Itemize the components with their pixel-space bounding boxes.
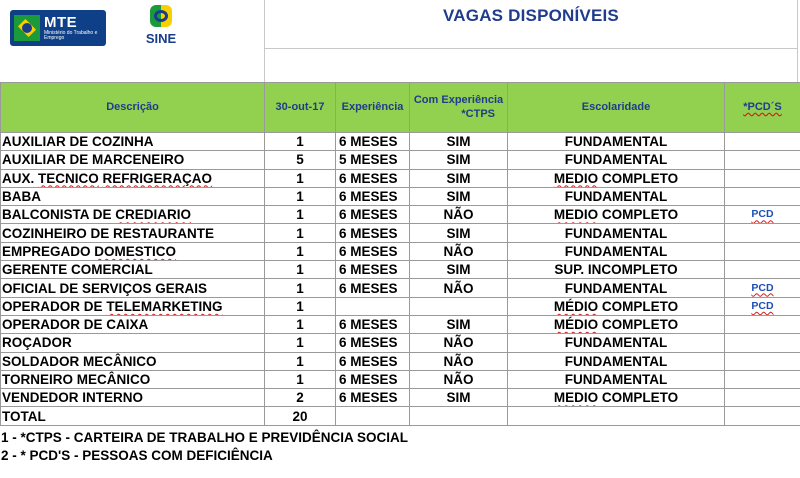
job-experience: 6 MESES — [336, 187, 410, 205]
job-description: AUXILIAR DE MARCENEIRO — [1, 151, 265, 169]
job-education: MEDIO COMPLETO — [508, 206, 725, 224]
job-experience: 6 MESES — [336, 279, 410, 297]
job-pcd — [725, 352, 800, 370]
col-header-escolaridade: Escolaridade — [508, 83, 725, 133]
job-description: AUXILIAR DE COZINHA — [1, 133, 265, 151]
job-description: VENDEDOR INTERNO — [1, 389, 265, 407]
sine-logo-label: SINE — [145, 31, 177, 46]
job-experience: 6 MESES — [336, 133, 410, 151]
sine-mark-icon — [148, 3, 174, 29]
job-experience: 6 MESES — [336, 169, 410, 187]
job-education: MEDIO COMPLETO — [508, 389, 725, 407]
footnote-pcd: 2 - * PCD'S - PESSOAS COM DEFICIÊNCIA — [1, 448, 273, 463]
job-description: ROÇADOR — [1, 334, 265, 352]
job-experience: 6 MESES — [336, 370, 410, 388]
job-quantity: 1 — [265, 187, 336, 205]
table-row — [1, 370, 800, 388]
job-education: FUNDAMENTAL — [508, 133, 725, 151]
job-education: FUNDAMENTAL — [508, 242, 725, 260]
job-education: MÉDIO COMPLETO — [508, 297, 725, 315]
header-gridline — [797, 0, 798, 82]
job-ctps: NÃO — [410, 206, 508, 224]
job-experience: 6 MESES — [336, 334, 410, 352]
job-quantity: 1 — [265, 169, 336, 187]
job-education: SUP. INCOMPLETO — [508, 261, 725, 279]
col-header-experiencia: Experiência — [336, 83, 410, 133]
job-ctps: NÃO — [410, 352, 508, 370]
col-header-com-experiencia-label: Com Experiência — [413, 94, 504, 107]
job-quantity: 2 — [265, 389, 336, 407]
total-row — [1, 407, 800, 425]
job-education: FUNDAMENTAL — [508, 352, 725, 370]
job-experience: 6 MESES — [336, 224, 410, 242]
table-row — [1, 352, 800, 370]
table-row — [1, 169, 800, 187]
job-quantity: 5 — [265, 151, 336, 169]
job-education: FUNDAMENTAL — [508, 151, 725, 169]
job-pcd — [725, 151, 800, 169]
job-pcd — [725, 206, 800, 224]
pcd-badge: PCD — [751, 281, 774, 294]
job-pcd — [725, 187, 800, 205]
brazil-flag-icon — [14, 15, 40, 41]
job-experience: 6 MESES — [336, 352, 410, 370]
job-experience: 6 MESES — [336, 315, 410, 333]
pcd-badge: PCD — [751, 299, 774, 312]
job-description: OFICIAL DE SERVIÇOS GERAIS — [1, 279, 265, 297]
job-pcd — [725, 315, 800, 333]
sine-logo — [140, 3, 182, 47]
job-ctps: SIM — [410, 133, 508, 151]
job-pcd — [725, 133, 800, 151]
job-pcd — [725, 242, 800, 260]
total-empty-experience — [336, 407, 410, 425]
job-education: FUNDAMENTAL — [508, 334, 725, 352]
table-row — [1, 187, 800, 205]
job-experience: 6 MESES — [336, 242, 410, 260]
table-row — [1, 315, 800, 333]
job-ctps: NÃO — [410, 279, 508, 297]
job-ctps: SIM — [410, 169, 508, 187]
job-ctps: SIM — [410, 224, 508, 242]
job-education: FUNDAMENTAL — [508, 224, 725, 242]
job-description: EMPREGADO DOMESTICO — [1, 242, 265, 260]
job-ctps — [410, 297, 508, 315]
job-education: FUNDAMENTAL — [508, 187, 725, 205]
col-header-ctps-label: *CTPS — [461, 107, 495, 120]
job-pcd — [725, 279, 800, 297]
col-header-pcds — [725, 83, 800, 133]
job-pcd — [725, 297, 800, 315]
job-pcd — [725, 389, 800, 407]
header-gridline — [264, 0, 265, 82]
total-label: TOTAL — [1, 407, 265, 425]
total-empty-education — [508, 407, 725, 425]
job-ctps: SIM — [410, 315, 508, 333]
table-row — [1, 206, 800, 224]
job-quantity: 1 — [265, 334, 336, 352]
table-header-row — [1, 83, 800, 133]
job-pcd — [725, 370, 800, 388]
job-quantity: 1 — [265, 133, 336, 151]
job-ctps: SIM — [410, 389, 508, 407]
job-quantity: 1 — [265, 242, 336, 260]
job-quantity: 1 — [265, 352, 336, 370]
mte-logo-acronym: MTE — [44, 13, 78, 31]
mte-logo-subtitle: Ministério do Trabalho e Emprego — [44, 29, 98, 41]
job-description: GERENTE COMERCIAL — [1, 261, 265, 279]
footnote-ctps: 1 - *CTPS - CARTEIRA DE TRABALHO E PREVIDÊNCIA SOCIAL — [1, 430, 409, 445]
job-ctps: SIM — [410, 187, 508, 205]
vacancies-table — [0, 82, 800, 426]
total-empty-pcd — [725, 407, 800, 425]
job-description: COZINHEIRO DE RESTAURANTE — [1, 224, 265, 242]
job-description: OPERADOR DE CAIXA — [1, 315, 265, 333]
table-row — [1, 242, 800, 260]
job-experience: 6 MESES — [336, 261, 410, 279]
job-quantity: 1 — [265, 261, 336, 279]
job-pcd — [725, 169, 800, 187]
job-pcd — [725, 224, 800, 242]
job-description: AUX. TECNICO REFRIGERAÇAO — [1, 169, 265, 187]
table-row — [1, 261, 800, 279]
col-header-pcds-label: *PCD´S — [743, 100, 782, 113]
job-description: TORNEIRO MECÂNICO — [1, 370, 265, 388]
job-education: MEDIO COMPLETO — [508, 169, 725, 187]
table-row — [1, 133, 800, 151]
mte-logo — [10, 10, 106, 46]
pcd-badge: PCD — [751, 208, 774, 221]
table-row — [1, 151, 800, 169]
job-ctps: SIM — [410, 261, 508, 279]
job-ctps: NÃO — [410, 242, 508, 260]
table-row — [1, 279, 800, 297]
table-row — [1, 334, 800, 352]
col-header-descricao: Descrição — [1, 83, 265, 133]
table-row — [1, 389, 800, 407]
job-quantity: 1 — [265, 224, 336, 242]
total-value: 20 — [265, 407, 336, 425]
table-row — [1, 297, 800, 315]
job-quantity: 1 — [265, 279, 336, 297]
job-ctps: NÃO — [410, 334, 508, 352]
job-description: BALCONISTA DE CREDIARIO — [1, 206, 265, 224]
job-quantity: 1 — [265, 206, 336, 224]
job-description: BABA — [1, 187, 265, 205]
job-pcd — [725, 334, 800, 352]
job-pcd — [725, 261, 800, 279]
job-description: SOLDADOR MECÂNICO — [1, 352, 265, 370]
page-title: VAGAS DISPONÍVEIS — [443, 6, 619, 25]
job-education: MÉDIO COMPLETO — [508, 315, 725, 333]
job-experience: 6 MESES — [336, 206, 410, 224]
job-quantity: 1 — [265, 297, 336, 315]
table-row — [1, 224, 800, 242]
job-ctps: SIM — [410, 151, 508, 169]
col-header-date: 30-out-17 — [265, 83, 336, 133]
job-ctps: NÃO — [410, 370, 508, 388]
job-experience — [336, 297, 410, 315]
job-quantity: 1 — [265, 370, 336, 388]
job-experience: 5 MESES — [336, 151, 410, 169]
total-empty-ctps — [410, 407, 508, 425]
job-experience: 6 MESES — [336, 389, 410, 407]
job-education: FUNDAMENTAL — [508, 279, 725, 297]
job-quantity: 1 — [265, 315, 336, 333]
sheet-header — [0, 0, 800, 82]
job-education: FUNDAMENTAL — [508, 370, 725, 388]
job-description: OPERADOR DE TELEMARKETING — [1, 297, 265, 315]
col-header-com-experiencia — [410, 83, 508, 133]
header-gridline — [264, 48, 798, 49]
